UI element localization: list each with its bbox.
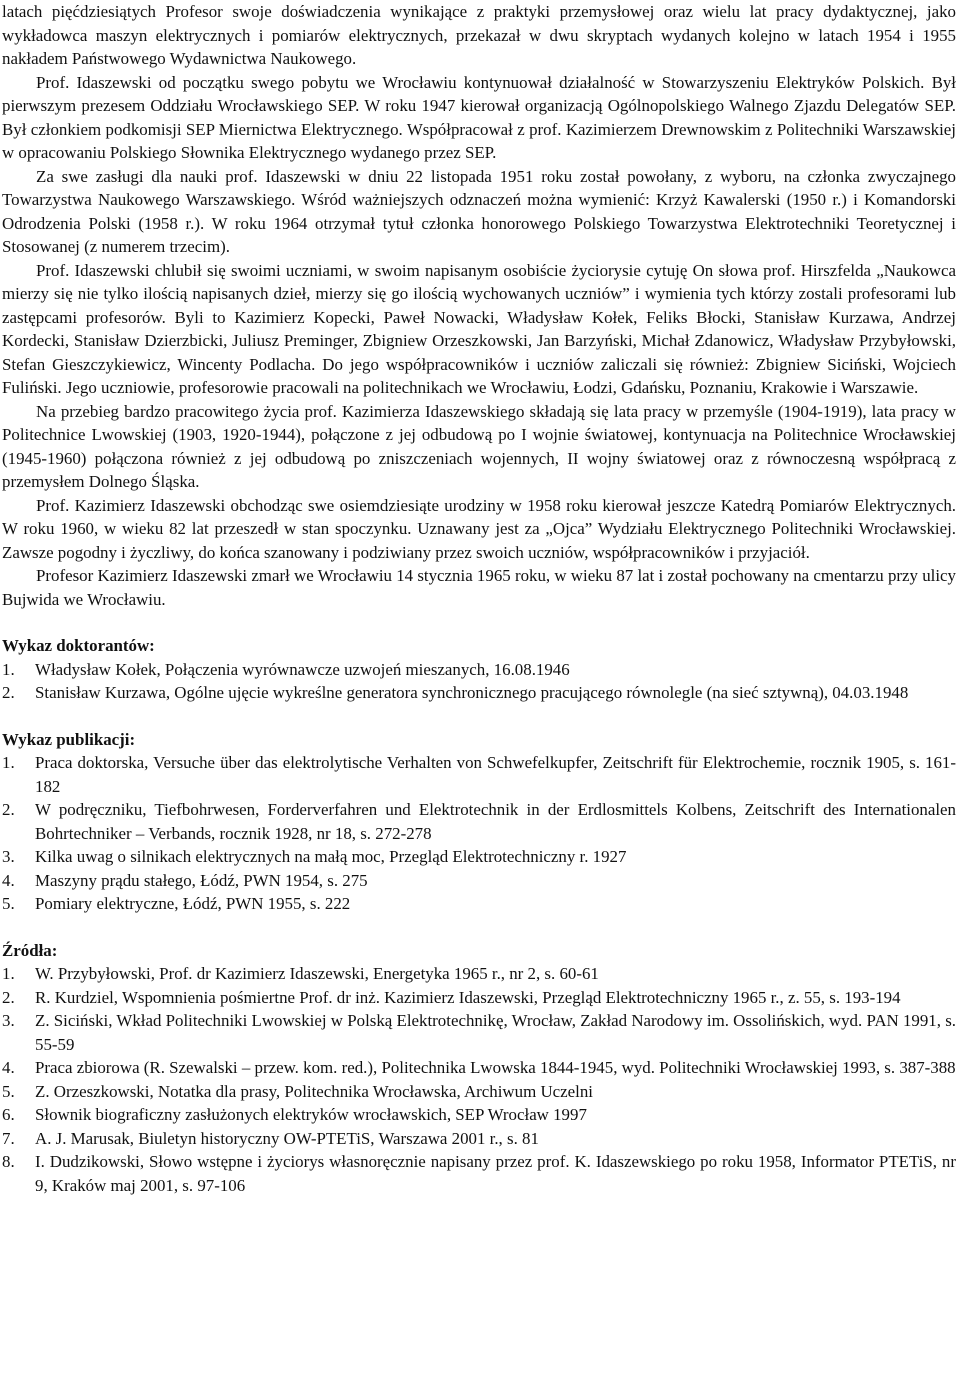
- spacer: [2, 611, 956, 634]
- list-item: [2, 1103, 956, 1127]
- sources-section: [2, 939, 956, 1198]
- list-item: [2, 658, 956, 682]
- list-number: 3.: [2, 847, 15, 866]
- list-item: [2, 962, 956, 986]
- list-number: 7.: [2, 1128, 15, 1148]
- list-number: 8.: [2, 1152, 15, 1171]
- paragraph: latach pięćdziesiątych Profesor swoje doświadczenia wynikające z praktyki przemysłowej oraz wielu lat pracy dydaktycznej, jako wykładowca maszyn elektrycznych i pomiarów elektrycznych, przekazał w dwu skryptach wydanych kolejno w latach 1954 i 1955 nakładem Państwowego Wydawnictwa Naukowego.: [2, 2, 956, 68]
- list-number: 4.: [2, 1058, 15, 1077]
- spacer: [2, 916, 956, 939]
- list-item: [2, 1056, 956, 1080]
- list-number: 4.: [2, 870, 15, 890]
- list-text: Praca zbiorowa (R. Szewalski – przew. kom. red.), Politechnika Lwowska 1844-1945, wyd. Politechniki Wrocławskiej 1993, s. 387-388: [35, 1058, 956, 1077]
- publications-heading: Wykaz publikacji:: [2, 729, 136, 749]
- list-number: 5.: [2, 1081, 15, 1101]
- spacer: [2, 705, 956, 728]
- paragraph: Na przebieg bardzo pracowitego życia prof. Kazimierza Idaszewskiego składają się lata pracy w przemyśle (1904-1919), lata pracy w Politechnice Lwowskiej (1903, 1920-1944), połączone z jej odbudową po I wojnie światowej, kontynuacja na Politechnice Wrocławskiej (1945-1960) połączona również z jej odbudową po zniszczeniach wojennych, II wojny światowej oraz z równoczesną współpracą z przemysłem Dolnego Śląska.: [2, 401, 956, 491]
- list-item: [2, 869, 956, 893]
- list-number: 2.: [2, 800, 15, 819]
- paragraph: Prof. Kazimierz Idaszewski obchodząc swe osiemdziesiąte urodziny w 1958 roku kierował jeszcze Katedrą Pomiarów Elektrycznych. W roku 1960, w wieku 82 lat przeszedł w stan spoczynku. Uznawany jest za „Ojca” Wydziału Elektrycznego Politechniki Wrocławskiej. Zawsze pogodny i życzliwy, do końca szanowany i podziwiany przez swoich uczniów, współpracowników i przyjaciół.: [2, 495, 956, 562]
- list-text: Kilka uwag o silnikach elektrycznych na małą moc, Przegląd Elektrotechniczny r. 1927: [35, 847, 627, 866]
- list-number: 6.: [2, 1105, 15, 1124]
- paragraph: Prof. Idaszewski od początku swego pobytu we Wrocławiu kontynuował działalność w Stowarzyszeniu Elektryków Polskich. Był pierwszym prezesem Oddziału Wrocławskiego SEP. W roku 1947 kierował organizacją Ogólnopolskiego Walnego Zjazdu Delegatów SEP. Był członkiem podkomisji SEP Miernictwa Elektrycznego. Współpracował z prof. Kazimierzem Drewnowskim z Politechniki Warszawskiej w opracowaniu Polskiego Słownika Elektrycznego wydanego przez SEP.: [2, 72, 956, 162]
- list-text: Słownik biograficzny zasłużonych elektryków wrocławskich, SEP Wrocław 1997: [35, 1105, 587, 1124]
- list-text: Z. Siciński, Wkład Politechniki Lwowskiej w Polską Elektrotechnikę, Wrocław, Zakład Narodowy im. Ossolińskich, wyd. PAN 1991, s. 55-59: [35, 1011, 956, 1054]
- publications-section: [2, 728, 956, 916]
- list-item: [2, 1080, 956, 1104]
- list-text: Władysław Kołek, Połączenia wyrównawcze uzwojeń mieszanych, 16.08.1946: [35, 659, 570, 679]
- list-text: Pomiary elektryczne, Łódź, PWN 1955, s. 222: [35, 894, 351, 913]
- list-item: [2, 798, 956, 845]
- list-text: I. Dudzikowski, Słowo wstępne i życiorys własnoręcznie napisany przez prof. K. Idaszewskiego po roku 1958, Informator PTETiS, nr 9, Kraków maj 2001, s. 97-106: [35, 1152, 956, 1195]
- list-item: [2, 1009, 956, 1056]
- sources-list: [2, 962, 956, 1197]
- list-item: [2, 1150, 956, 1197]
- doctorates-section: [2, 634, 956, 705]
- list-item: [2, 892, 956, 916]
- paragraph: Profesor Kazimierz Idaszewski zmarł we Wrocławiu 14 stycznia 1965 roku, w wieku 87 lat i został pochowany na cmentarzu przy ulicy Bujwida we Wrocławiu.: [2, 566, 956, 609]
- list-number: 1.: [2, 753, 15, 772]
- list-text: R. Kurdziel, Wspomnienia pośmiertne Prof. dr inż. Kazimierz Idaszewski, Przegląd Elektrotechniczny 1965 r., z. 55, s. 193-194: [35, 987, 901, 1007]
- list-item: [2, 1127, 956, 1151]
- biography-section: [2, 0, 956, 611]
- list-item: [2, 845, 956, 869]
- list-number: 2.: [2, 683, 15, 702]
- list-number: 1.: [2, 659, 15, 679]
- list-item: [2, 751, 956, 798]
- list-text: W podręczniku, Tiefbohrwesen, Forderverfahren und Elektrotechnik in der Erdlosmittels Kolbens, Zeitschrift des Internationalen Bohrtechniker – Verbands, rocznik 1928, nr 18, s. 272-278: [35, 800, 956, 843]
- list-number: 2.: [2, 987, 15, 1007]
- sources-heading: Źródła:: [2, 940, 58, 960]
- list-text: A. J. Marusak, Biuletyn historyczny OW-PTETiS, Warszawa 2001 r., s. 81: [35, 1128, 539, 1148]
- publications-list: [2, 751, 956, 916]
- list-item: [2, 681, 956, 705]
- list-text: Z. Orzeszkowski, Notatka dla prasy, Politechnika Wrocławska, Archiwum Uczelni: [35, 1081, 593, 1101]
- list-number: 5.: [2, 894, 15, 913]
- list-text: Stanisław Kurzawa, Ogólne ujęcie wykreślne generatora synchronicznego pracującego równolegle (na sieć sztywną), 04.03.1948: [35, 683, 909, 702]
- list-text: W. Przybyłowski, Prof. dr Kazimierz Idaszewski, Energetyka 1965 r., nr 2, s. 60-61: [35, 964, 599, 983]
- list-text: Praca doktorska, Versuche über das elektrolytische Verhalten von Schwefelkupfer, Zeitschrift für Elektrochemie, rocznik 1905, s. 161-182: [35, 753, 956, 796]
- doctorates-heading: Wykaz doktorantów:: [2, 636, 155, 655]
- doctorates-list: [2, 658, 956, 705]
- list-number: 3.: [2, 1011, 15, 1030]
- list-text: Maszyny prądu stałego, Łódź, PWN 1954, s. 275: [35, 870, 368, 890]
- list-item: [2, 986, 956, 1010]
- list-number: 1.: [2, 964, 15, 983]
- paragraph: Prof. Idaszewski chlubił się swoimi uczniami, w swoim napisanym osobiście życiorysie cytuję On słowa prof. Hirszfelda „Naukowca mierzy się nie tylko ilością napisanych dzieł, mierzy się go ilością wychowanych uczniów” i wymienia tych którzy zostali profesorami lub zastępcami profesorów. Byli to Kazimierz Kopecki, Paweł Nowacki, Władysław Kołek, Feliks Błocki, Stanisław Kurzawa, Andrzej Kordecki, Stanisław Dzierzbicki, Juliusz Preminger, Zbigniew Orzeszkowski, Jan Barzyński, Michał Zdanowicz, Władysław Przybyłowski, Stefan Gieszczykiewicz, Wincenty Podlacha. Do jego współpracowników i uczniów zaliczali się również: Zbigniew Siciński, Wojciech Fuliński. Jego uczniowie, profesorowie pracowali na politechnikach we Wrocławiu, Łodzi, Gdańsku, Poznaniu, Krakowie i Warszawie.: [2, 260, 956, 397]
- paragraph: Za swe zasługi dla nauki prof. Idaszewski w dniu 22 listopada 1951 roku został powołany, z wyboru, na członka zwyczajnego Towarzystwa Naukowego Warszawskiego. Wśród ważniejszych odznaczeń można wymienić: Krzyż Kawalerski (1950 r.) i Komandorski Odrodzenia Polski (1958 r.). W roku 1964 otrzymał tytuł członka honorowego Polskiego Towarzystwa Elektrotechniki Teoretycznej i Stosowanej (z numerem trzecim).: [2, 166, 956, 256]
